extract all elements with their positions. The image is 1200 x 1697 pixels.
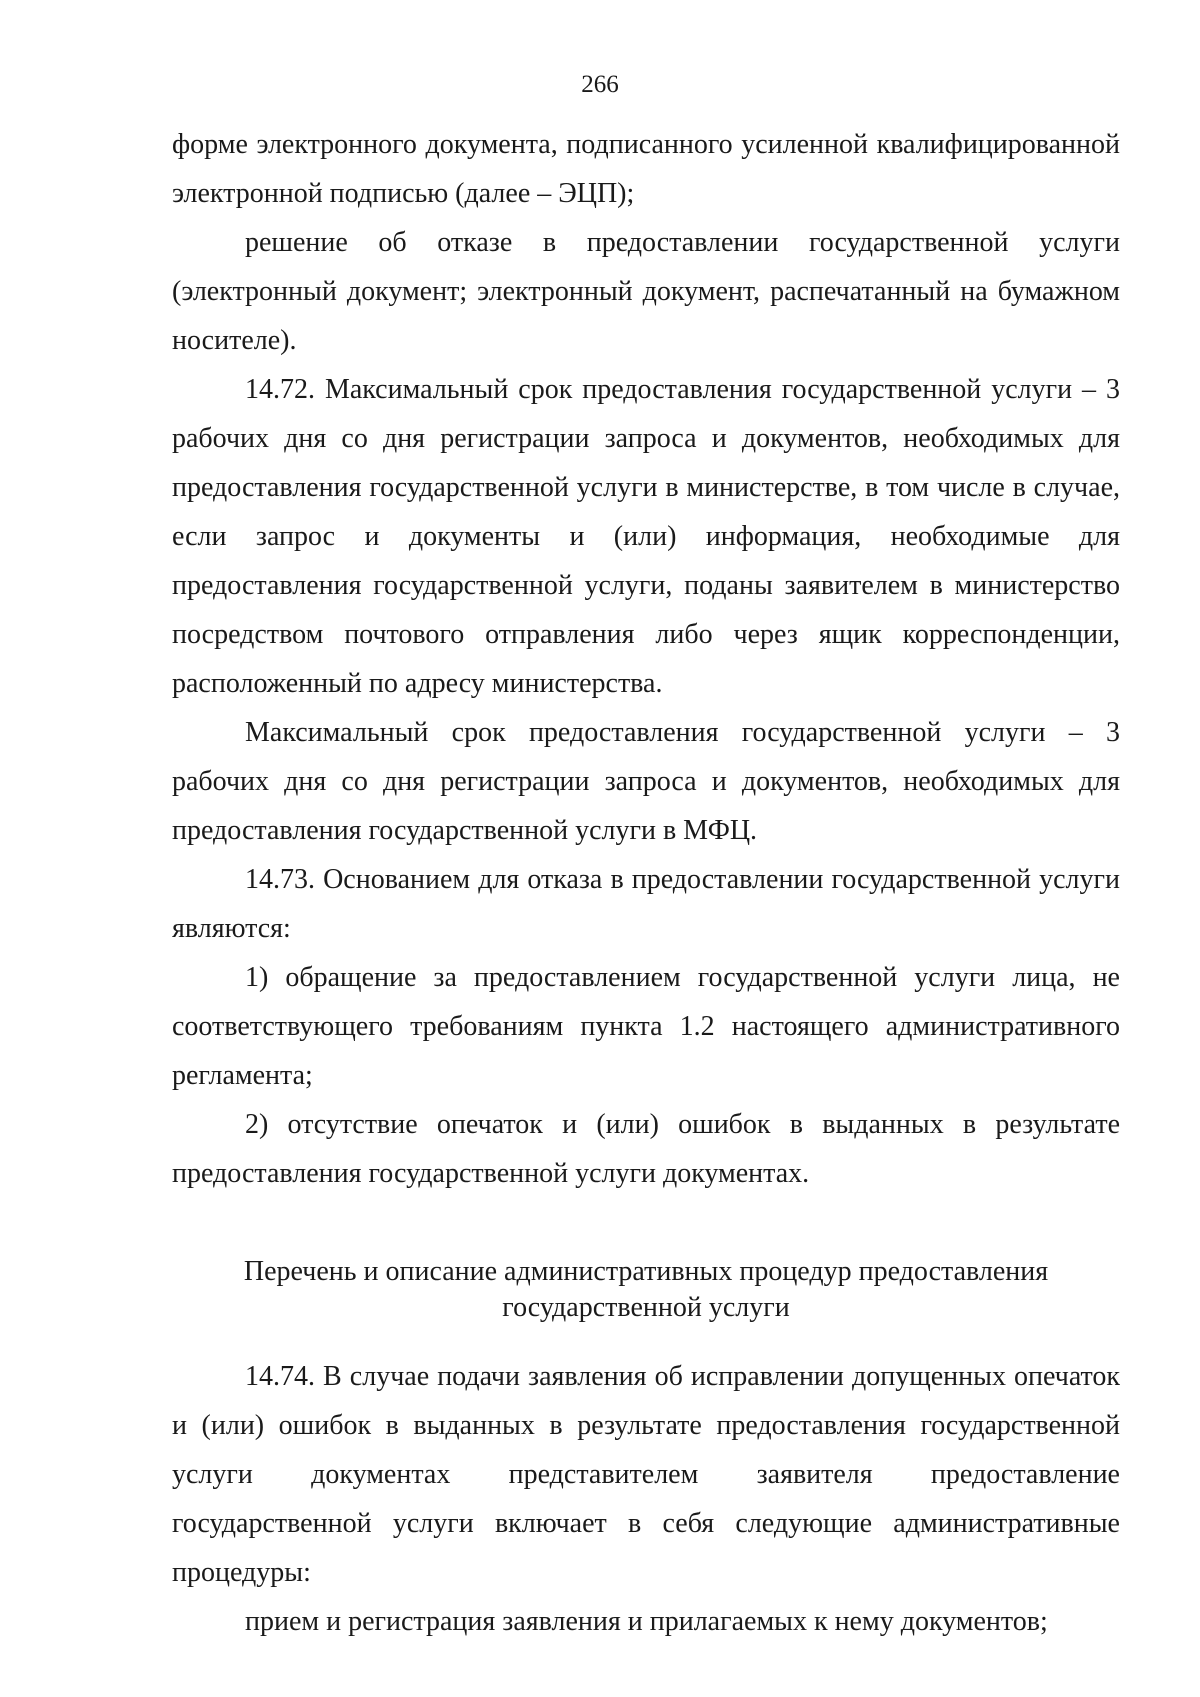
document-body bbox=[172, 120, 1120, 1646]
paragraph-esignature-form: форме электронного документа, подписанного усиленной квалифицированной электронной подписью (далее – ЭЦП); bbox=[172, 129, 1120, 209]
section-heading-line-2: государственной услуги bbox=[502, 1292, 790, 1323]
section-heading-line-1: Перечень и описание административных процедур предоставления bbox=[243, 1256, 1049, 1287]
paragraph-14-72: 14.72. Максимальный срок предоставления государственной услуги – 3 рабочих дня со дня регистрации запроса и документов, необходимых для предоставления государственной услуги в министерстве, в том числе в случае, если запрос и документы и (или) информация, необходимые для предоставления государственной услуги, поданы заявителем в министерство посредством почтового отправления либо через ящик корреспонденции, расположенный по адресу министерства. bbox=[172, 374, 1120, 699]
paragraph-14-74: 14.74. В случае подачи заявления об исправлении допущенных опечаток и (или) ошибок в выданных в результате предоставления государственной услуги документах представителем заявителя предоставление государственной услуги включает в себя следующие административные процедуры: bbox=[172, 1361, 1120, 1588]
paragraph-refusal-reason-2: 2) отсутствие опечаток и (или) ошибок в выданных в результате предоставления государственной услуги документах. bbox=[172, 1109, 1120, 1189]
paragraph-refusal-decision: решение об отказе в предоставлении государственной услуги (электронный документ; электронный документ, распечатанный на бумажном носителе). bbox=[172, 227, 1120, 356]
paragraph-refusal-reason-1: 1) обращение за предоставлением государственной услуги лица, не соответствующего требованиям пункта 1.2 настоящего административного регламента; bbox=[172, 962, 1120, 1091]
paragraph-14-73: 14.73. Основанием для отказа в предоставлении государственной услуги являются: bbox=[172, 864, 1120, 944]
section-heading bbox=[172, 1198, 1120, 1352]
paragraph-mfc-term: Максимальный срок предоставления государственной услуги – 3 рабочих дня со дня регистрации запроса и документов, необходимых для предоставления государственной услуги в МФЦ. bbox=[172, 717, 1120, 846]
paragraph-intake-registration: прием и регистрация заявления и прилагаемых к нему документов; bbox=[245, 1606, 1048, 1637]
page-number: 266 bbox=[581, 71, 619, 98]
